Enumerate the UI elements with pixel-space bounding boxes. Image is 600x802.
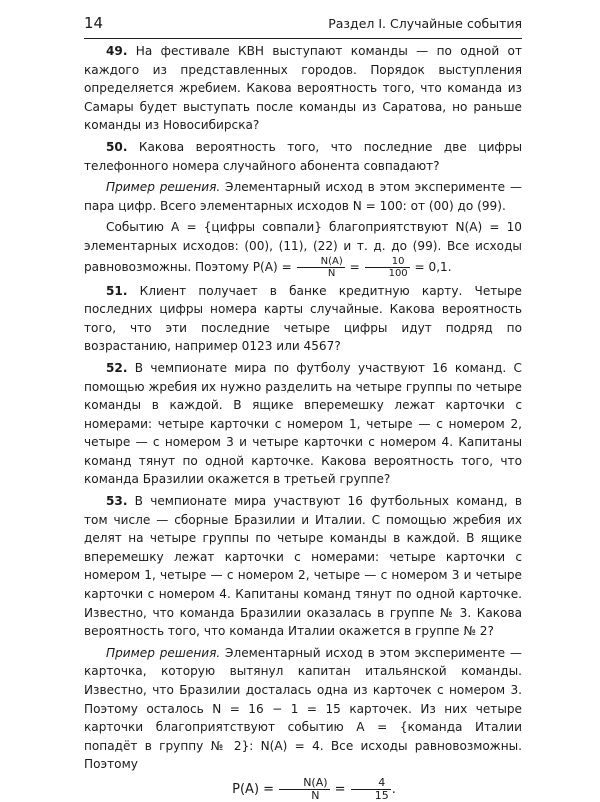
page-content	[84, 42, 522, 802]
solution-lead: Пример решения.	[106, 180, 221, 195]
fraction-denominator: 15	[374, 788, 389, 802]
problem-text: В чемпионате мира по футболу участвуют 16 команд. С помощью жребия их нужно разделить на четыре группы по четыре команды в каждой. В ящике вперемешку лежат карточки с номерами: четыре карточки с номером 1, четыре — с номером 2, четыре — с номером 3 и четыре карточки с номером 4. Капитаны команд тянут по одной карточке. Какова вероятность того, что команда Бразилии окажется в третьей группе?	[84, 360, 522, 487]
page-number: 14	[84, 14, 104, 32]
problem-number: 53.	[106, 494, 128, 509]
solution-text: Событию A = {цифры совпали} благоприятствуют N(A) = 10 элементарных исходов: (00), (11), (22) и т. д. до (99). Все исходы равновозможны. Поэтому P(A) =	[84, 220, 522, 274]
equals-sign: =	[349, 259, 360, 274]
problem-number: 51.	[106, 283, 128, 298]
problem-51	[84, 282, 522, 356]
problem-number: 50.	[106, 139, 128, 154]
equals-sign: =	[334, 781, 346, 797]
problem-text: В чемпионате мира участвуют 16 футбольных команд, в том числе — сборные Бразилии и Италии. С помощью жребия их делят на четыре группы по четыре команды в каждой. В ящике вперемешку лежат карточки с номерами: четыре карточки с номером 1, четыре — с номером 2, четыре — с номером 3 и четыре карточки с номером 4. Капитаны команд тянут по одной карточке. Известно, что команда Бразилии оказалась в группе № 3. Какова вероятность того, что команда Италии окажется в группе № 2?	[84, 494, 522, 639]
fraction-denominator: N	[311, 788, 320, 802]
fraction-denominator: N	[327, 267, 336, 279]
problem-text: Клиент получает в банке кредитную карту. Четыре последних цифры номера карты случайные. Какова вероятность того, что эти последние четыре цифры идут подряд по возрастанию, например 0123 или 4567?	[84, 283, 522, 354]
formula-lhs: P(A) =	[232, 781, 275, 797]
formula-period: .	[391, 781, 396, 797]
solution-lead: Пример решения.	[106, 645, 221, 660]
fraction-denominator: 100	[388, 267, 408, 279]
problem-52	[84, 359, 522, 489]
solution-50-event	[84, 218, 522, 278]
problem-49	[84, 42, 522, 135]
problem-number: 52.	[106, 360, 128, 375]
fraction	[279, 777, 329, 802]
solution-53	[84, 644, 522, 774]
running-header	[84, 14, 522, 32]
display-formula	[84, 777, 522, 802]
fraction-numerator: N(A)	[279, 777, 329, 790]
result-text: = 0,1.	[414, 259, 452, 274]
fraction	[351, 777, 391, 802]
problem-text: На фестивале КВН выступают команды — по одной от каждого из представленных городов. Порядок выступления определяется жребием. Какова вероятность того, что команда из Самары будет выступать после команды из Саратова, но раньше команды из Новосибирска?	[84, 44, 522, 133]
problem-text: Какова вероятность того, что последние две цифры телефонного номера случайного абонента совпадают?	[84, 139, 522, 173]
fraction	[365, 256, 410, 279]
fraction-numerator: N(A)	[297, 256, 345, 268]
section-title: Раздел I. Случайные события	[328, 16, 522, 31]
problem-50	[84, 138, 522, 175]
header-rule	[84, 38, 522, 39]
solution-text: Элементарный исход в этом эксперименте — карточка, которую вытянул капитан итальянской команды. Известно, что Бразилии досталась одна из карточек с номером 3. Поэтому осталось N = 16 − 1 = 15 карточек. Из них четыре карточки благоприятствуют событию A = {команда Италии попадёт в группу № 2}: N(A) = 4. Все исходы равновозможны. Поэтому	[84, 645, 522, 772]
solution-50	[84, 178, 522, 215]
fraction-numerator: 4	[351, 777, 391, 790]
fraction-numerator: 10	[365, 256, 410, 268]
solution-text: Элементарный исход в этом эксперименте — пара цифр. Всего элементарных исходов N = 100: от (00) до (99).	[84, 180, 522, 213]
fraction	[297, 256, 345, 279]
problem-53	[84, 492, 522, 641]
problem-number: 49.	[106, 44, 128, 58]
